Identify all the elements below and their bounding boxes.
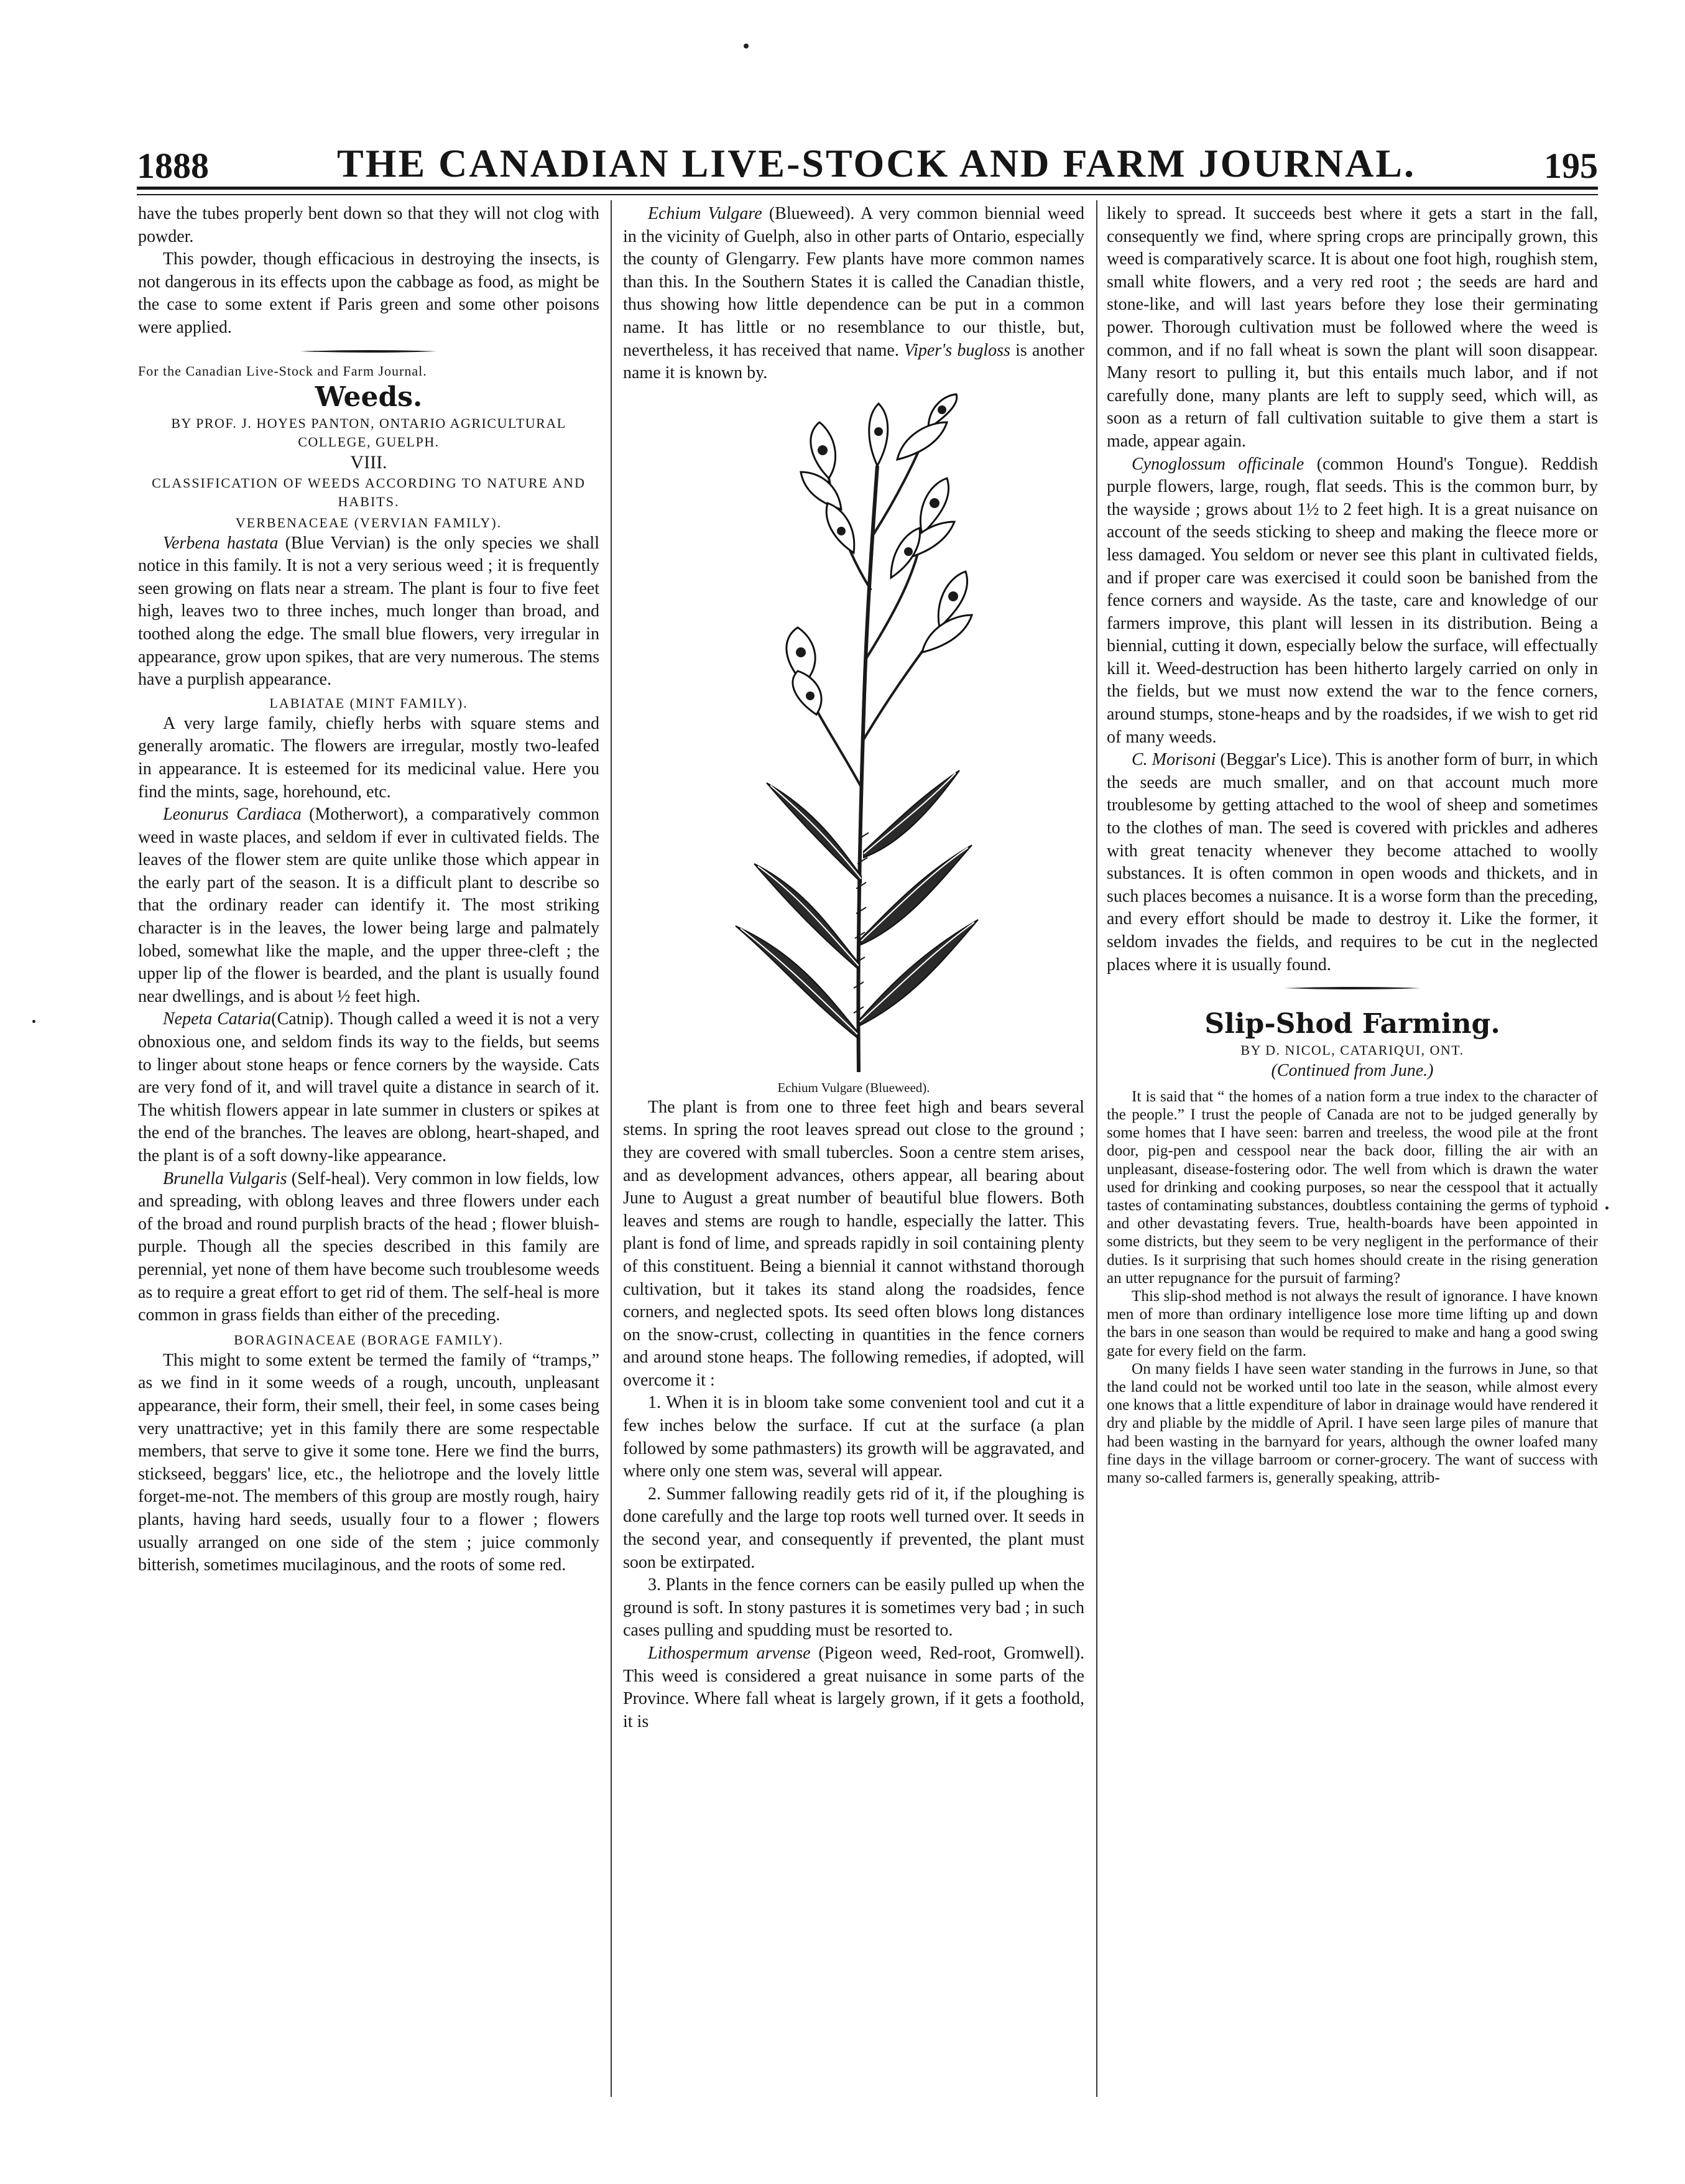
page-header — [137, 118, 1598, 187]
article-byline: BY D. NICOL, CATARIQUI, ONT. — [1240, 1042, 1464, 1058]
numbered-remedy: 3. Plants in the fence corners can be easily pulled up when the ground is soft. In stony pastures it is sometimes very bad ; in such cases pulling and spudding must be resorted to. — [623, 1575, 1084, 1640]
paragraph: Cynoglossum officinale (common Hound's Tongue). Reddish purple flowers, large, rough, flat seeds. This is the common burr, by the wayside ; grows about 1½ to 2 feet high. It is a great nuisance on account of the seeds sticking to sheep and making the fleece more or less damaged. You seldom or never see this plant in cultivated fields, and if proper care was exercised it could soon be banished from the fence corners and wayside. As the taste, care and knowledge of our farmers improve, this plant will lessen in its distribution. Being a biennial, cutting it down, especially below the surface, will effectually kill it. Weed-destruction has been hitherto largely carried on only in the fields, but we must now extend the war to the fence corners, around stumps, stone-heaps and by the roadsides, if we wish to get rid of many weeds. — [1107, 454, 1598, 747]
paragraph: On many fields I have seen water standing in the furrows in June, so that the land could not be worked until too late in the season, while almost every one knows that a little expenditure of labor in drainage would have rendered it dry and pliable by the middle of April. I have seen large piles of manure that had been wasting in the barnyard for years, although the owner loafed many fine days in the village barroom or corner-grocery. The want of success with many so-called farmers is, generally speaking, attrib- — [1107, 1360, 1598, 1487]
paragraph: The plant is from one to three feet high and bears several stems. In spring the root leaves spread out close to the ground ; they are covered with small tubercles. Soon a centre stem arises, and as development advances, others appear, all bearing about June to August a great number of beautiful blue flowers. Both leaves and stems are rough to handle, especially the latter. This plant is fond of lime, and spreads rapidly in soil containing plenty of this constituent. Being a biennial it cannot withstand thorough cultivation, but it takes its stand along the roadsides, fence corners, and neglected spots. Its seed often blows long distances on the snow-crust, collecting in quantities in the fence corners and around stone heaps. The following remedies, if adopted, will overcome it : — [623, 1097, 1084, 1390]
paragraph: Lithospermum arvense (Pigeon weed, Red-root, Gromwell). This weed is considered a great nuisance in some parts of the Province. Where fall wheat is largely grown, if it gets a foothold, it is — [623, 1644, 1085, 1731]
article-title: Weeds. — [315, 381, 423, 413]
paragraph: Leonurus Cardiaca (Motherwort), a comparatively common weed in waste places, and seldom if ever in cultivated fields. The leaves of the flower stem are quite unlike those which appear in the early part of the season. It is a difficult plant to describe so that the ordinary reader can identify it. The most striking character is in the leaves, the lower being large and palmately lobed, somewhat like the maple, and the upper three-cleft ; the upper lip of the flower is bearded, and the plant is usually found near dwellings, and is about ½ feet high. — [138, 805, 599, 1006]
source-note: For the Canadian Live-Stock and Farm Journal. — [138, 363, 427, 379]
header-year: 1888 — [137, 146, 209, 186]
numbered-remedy: 2. Summer fallowing readily gets rid of it, if the ploughing is done carefully and the large top roots well turned over. It seeds in the second year, and consequently if prevented, the plant must soon be extirpated. — [623, 1484, 1084, 1572]
divider-ornament — [1284, 985, 1421, 991]
figure-caption: Echium Vulgare (Blueweed). — [777, 1080, 930, 1095]
species-name: Viper's bugloss — [904, 340, 1010, 360]
small-print-body — [1107, 1088, 1598, 1487]
article-part-number: VIII. — [350, 451, 387, 473]
scan-speck — [1605, 1206, 1609, 1210]
species-name: Verbena hastata — [163, 533, 279, 553]
blueweed-illustration — [623, 391, 1084, 1075]
header-rule-thin — [137, 194, 1598, 195]
article-byline: BY PROF. J. HOYES PANTON, ONTARIO AGRICULTURAL COLLEGE, GUELPH. — [171, 415, 566, 450]
scan-speck — [744, 44, 749, 49]
column-3 — [1107, 203, 1598, 1487]
species-name: Lithospermum arvense — [648, 1644, 811, 1663]
column-divider — [1096, 200, 1097, 2097]
species-name: Brunella Vulgaris — [163, 1168, 287, 1188]
family-heading: LABIATAE (MINT FAMILY). — [269, 695, 468, 711]
numbered-remedy: 1. When it is in bloom take some convenient tool and cut it a few inches below the surface. If cut at the surface (a plan followed by some pathmasters) its growth will be aggravated, and where only one stem was, several will appear. — [623, 1393, 1084, 1481]
paragraph: Verbena hastata (Blue Vervian) is the only species we shall notice in this family. It is not a very serious weed ; it is frequently seen growing on flats near a stream. The plant is four to five feet high, leaves two to three inches, much longer than broad, and toothed along the edge. The small blue flowers, very irregular in appearance, grow upon spikes, that are very numerous. The stems have a purplish appearance. — [138, 533, 599, 690]
paragraph: It is said that “ the homes of a nation form a true index to the character of the people.” I trust the people of Canada are not to be judged generally by some homes that I have seen: barren and treeless, the wood pile at the front door, pig-pen and cesspool near the back door, filling the air with an unpleasant, disease-fostering odor. The well from which is drawn the water used for drinking and cooking purposes, so near the cesspool that it actually tastes of contaminating substances, doubtless containing the germs of typhoid and other devastating fevers. True, health-boards have been appointed in some districts, but they seem to be very negligent in the performance of their duties. Is it surprising that such homes should create in the rising generation an utter repugnance for the pursuit of farming? — [1107, 1088, 1598, 1287]
article-title: Slip-Shod Farming. — [1204, 1008, 1500, 1040]
family-heading: VERBENACEAE (VERVIAN FAMILY). — [235, 514, 502, 530]
paragraph: C. Morisoni (Beggar's Lice). This is another form of burr, in which the seeds are much smaller, and on that account much more troublesome by getting attached to the wool of sheep and sometimes to the clothes of man. The seed is covered with prickles and adheres with great tenacity whenever they become attached to woolly substances. It is often common in open woods and thickets, and in such places becomes a nuisance. It is a worse form than the preceding, and every effort should be made to destroy it. Like the former, it seldom invades the fields, and requires to be cut in the neglected places where it is usually found. — [1107, 750, 1599, 974]
paragraph: have the tubes properly bent down so that they will not clog with powder. — [138, 204, 599, 246]
species-name: Cynoglossum officinale — [1132, 454, 1304, 474]
header-rule-thick — [137, 187, 1598, 190]
paragraph: Echium Vulgare (Blueweed). A very common biennial weed in the vicinity of Guelph, also in other parts of Ontario, especially the county of Glengarry. Few plants have more common names than this. In the Southern States it is called the Canadian thistle, thus showing how little dependence can be put in a common name. It has little or no resemblance to our thistle, but, nevertheless, it has received that name. Viper's bugloss is another name it is known by. — [623, 204, 1085, 383]
paragraph: This powder, though efficacious in destroying the insects, is not dangerous in its effects upon the cabbage as food, as might be the case to some extent if Paris green and some other poisons were applied. — [138, 249, 599, 337]
species-name: Nepeta Cataria — [163, 1009, 272, 1029]
scan-speck — [32, 1020, 35, 1023]
blueweed-plant-drawing — [711, 391, 997, 1075]
header-page-number: 195 — [1544, 146, 1598, 186]
paragraph: likely to spread. It succeeds best where it gets a start in the fall, consequently we find, where spring crops are principally grown, this weed is comparatively scarce. It is about one foot high, roughish stem, small white flowers, and a very red root ; the seeds are hard and stone-like, and will last years before they lose their germinating power. Thorough cultivation must be followed where the weed is common, and if no fall wheat is sown the plant will soon disappear. Many resort to pulling it, but this entails much labor, and if not carefully done, many plants are left to supply seed, which will, as soon as a return of fall cultivation suitable to give them a start is made, appear again. — [1107, 204, 1599, 451]
column-divider — [611, 200, 612, 2097]
paragraph: This slip-shod method is not always the result of ignorance. I have known men of more than ordinary intelligence lose more time lifting up and down the bars in one season than would be required to make and hang a good swing gate for every field on the farm. — [1107, 1288, 1598, 1359]
column-2 — [623, 203, 1084, 1733]
family-heading: BORAGINACEAE (BORAGE FAMILY). — [234, 1331, 504, 1348]
paragraph: A very large family, chiefly herbs with square stems and generally aromatic. The flowers are irregular, mostly two-leafed in appearance. It is esteemed for its medicinal value. Here you find the mints, sage, horehound, etc. — [138, 713, 599, 802]
divider-ornament — [300, 348, 437, 354]
continued-note: (Continued from June.) — [1271, 1061, 1434, 1081]
species-name: Echium Vulgare — [648, 204, 762, 223]
column-1 — [138, 203, 599, 1577]
section-heading: CLASSIFICATION OF WEEDS ACCORDING TO NATURE AND HABITS. — [152, 474, 586, 509]
paragraph: Brunella Vulgaris (Self-heal). Very common in low fields, low and spreading, with oblong leaves and three flowers under each of the broad and round purplish bracts of the head ; flower bluish-purple. Though all the species described in this family are perennial, yet none of them have become such troublesome weeds as to require a great effort to get rid of them. The self-heal is more common in grass fields than either of the preceding. — [138, 1168, 599, 1325]
species-name: Leonurus Cardiaca — [163, 805, 302, 825]
paragraph: This might to some extent be termed the family of “tramps,” as we find in it some weeds of a rough, uncouth, unpleasant appearance, their form, their smell, their feel, in some cases being very unattractive; yet in this family there are some respectable members, that serve to give it some tone. Here we find the burrs, stickseed, beggars' lice, etc., the heliotrope and the lovely little forget-me-not. The members of this group are mostly rough, hairy plants, having hard seeds, usually four to a flower ; flowers usually arranged on one side of the stem ; juice commonly bitterish, sometimes mucilaginous, and the roots of some red. — [138, 1350, 599, 1575]
header-title: THE CANADIAN LIVE-STOCK AND FARM JOURNAL. — [337, 141, 1416, 185]
paragraph: Nepeta Cataria(Catnip). Though called a weed it is not a very obnoxious one, and seldom finds its way to the fields, but seems to linger about stone heaps or fence corners by the wayside. Cats are very fond of it, and will travel quite a distance in search of it. The whitish flowers appear in late summer in clusters or spikes at the end of the branches. The leaves are oblong, heart-shaped, and the plant is of a soft downy-like appearance. — [138, 1009, 599, 1165]
species-name: C. Morisoni — [1132, 750, 1216, 770]
